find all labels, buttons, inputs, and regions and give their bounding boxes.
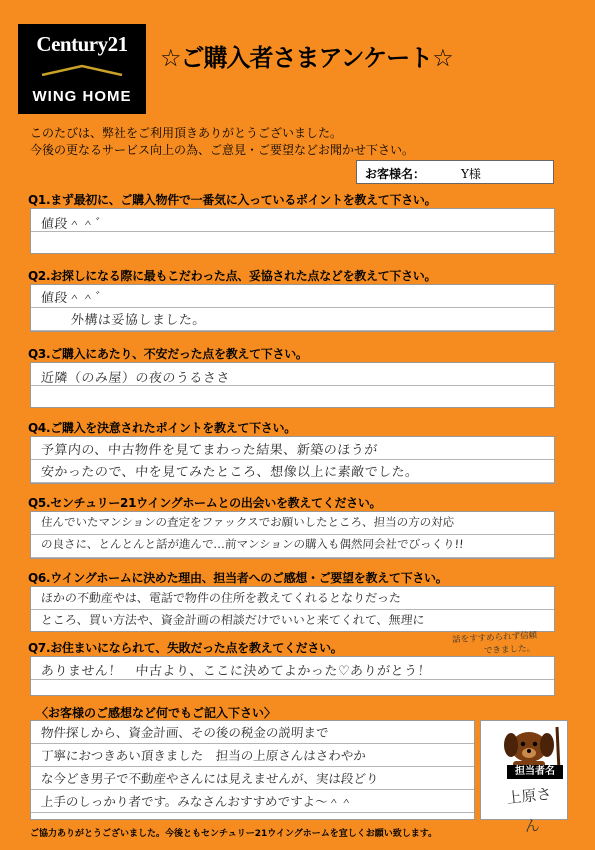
customer-name-value: Y様 <box>461 167 481 181</box>
answer-6-line-2: ところ、買い方法や、資金計画の相談だけでいいと来てくれて、無理に <box>40 613 425 627</box>
answer-box-6 <box>30 586 555 632</box>
answer-2-line-1: 値段＾＾゛ <box>40 291 109 306</box>
question-7: Q7.お住まいになられて、失敗だった点を教えてください。 <box>28 641 343 655</box>
customer-name-field <box>356 160 554 184</box>
comment-line-1: 物件探しから、資金計画、その後の税金の説明まで <box>40 725 330 740</box>
answer-3-line-1: 近隣（のみ屋）の夜のうるささ <box>40 371 231 386</box>
logo-company: WING HOME <box>32 88 132 105</box>
staff-name: 上原さん <box>505 784 553 836</box>
comments-box <box>30 720 475 820</box>
comment-line-2: 丁寧におつきあい頂きました 担当の上原さんはさわやか <box>40 748 367 763</box>
answer-box-2 <box>30 284 555 332</box>
customer-name-label: お客様名： <box>365 167 426 181</box>
answer-5-line-1: 住んでいたマンションの査定をファックスでお願いしたところ、担当の方の対応 <box>40 515 455 529</box>
staff-label: 担当者名 <box>507 765 563 779</box>
comment-line-4: 上手のしっかり者です。みなさんおすすめですよ〜＾＾ <box>40 794 354 809</box>
answer-6-note-2: できました。 <box>483 643 536 657</box>
answer-box-3 <box>30 362 555 408</box>
staff-box <box>480 720 568 836</box>
question-1: Q1.まず最初に、ご購入物件で一番気に入っているポイントを教えて下さい。 <box>28 193 437 207</box>
question-4: Q4.ご購入を決意されたポイントを教えて下さい。 <box>28 421 296 435</box>
answer-box-1 <box>30 208 555 254</box>
footer-thanks: ご協力ありがとうございました。今後ともセンチュリー21ウイングホームを宜しくお願い致します。 <box>30 829 438 839</box>
intro-line-2: 今後の更なるサービス向上の為、ご意見・ご要望などお聞かせ下さい。 <box>30 143 415 157</box>
answer-6-note-1: 話をすすめられず信頼 <box>451 630 538 646</box>
answer-box-5 <box>30 511 555 559</box>
answer-4-line-2: 安かったので、中を見てみたところ、想像以上に素敵でした。 <box>40 465 420 480</box>
question-2: Q2.お探しになる際に最もこだわった点、妥協された点などを教えて下さい。 <box>28 269 437 283</box>
intro-line-1: このたびは、弊社をご利用頂きありがとうございました。 <box>30 126 343 140</box>
answer-1-line-1: 値段＾＾゛ <box>40 217 109 232</box>
answer-box-7 <box>30 656 555 696</box>
answer-7-line-1: ありません！ 中古より、ここに決めてよかった♡ありがとう！ <box>40 664 432 679</box>
question-3: Q3.ご購入にあたり、不安だった点を教えて下さい。 <box>28 347 308 361</box>
question-6: Q6.ウイングホームに決めた理由、担当者へのご感想・ご要望を教えて下さい。 <box>28 571 448 585</box>
house-roof-icon <box>40 64 124 76</box>
answer-box-4 <box>30 436 555 484</box>
question-5: Q5.センチュリー21ウイングホームとの出会いを教えてください。 <box>28 496 382 510</box>
logo-brand: Century21 <box>36 32 128 56</box>
answer-4-line-1: 予算内の、中古物件を見てまわった結果、新築のほうが <box>40 443 379 458</box>
answer-5-line-2: の良さに、とんとんと話が進んで…前マンションの購入も偶然同会社でびっくり!! <box>40 537 465 551</box>
comment-line-3: な今どき男子で不動産やさんには見えませんが、実は段どり <box>40 771 380 786</box>
answer-6-line-1: ほかの不動産やは、電話で物件の住所を教えてくれるとなりだった <box>40 591 402 605</box>
comments-heading: 〈お客様のご感想など何でもご記入下さい〉 <box>36 706 277 720</box>
page-title: ☆ご購入者さまアンケート☆ <box>160 44 453 72</box>
answer-2-line-2: 外構は妥協しました。 <box>70 313 207 328</box>
century21-logo <box>18 24 146 114</box>
